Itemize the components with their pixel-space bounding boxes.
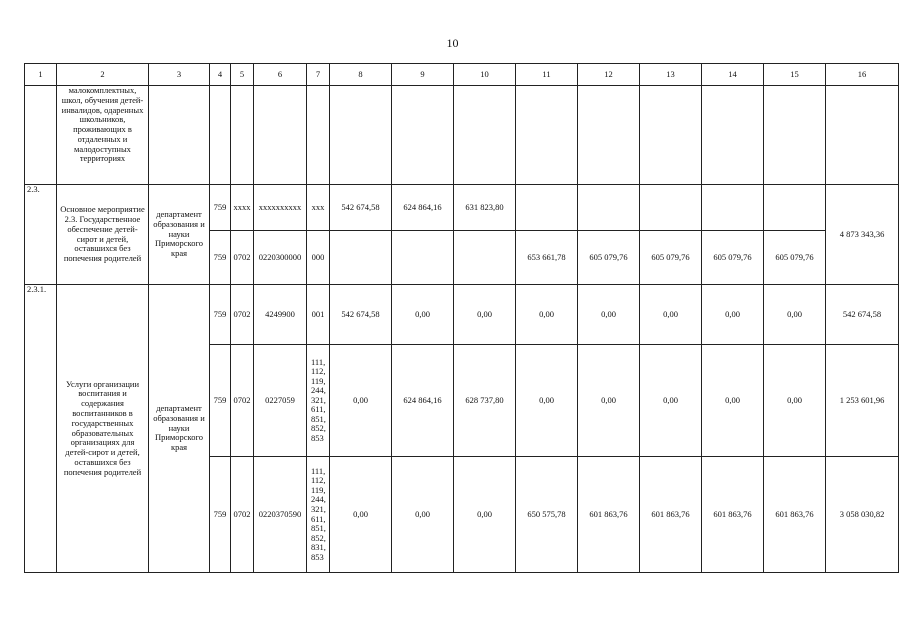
cell: 601 863,76 — [640, 457, 702, 573]
cell: xxx — [307, 185, 330, 231]
cell: xxxx — [231, 185, 254, 231]
cell: 0,00 — [702, 285, 764, 345]
header-cell: 6 — [254, 64, 307, 86]
cell: 0,00 — [392, 457, 454, 573]
cell: 628 737,80 — [454, 345, 516, 457]
cell: 759 — [210, 457, 231, 573]
cell: 0220300000 — [254, 231, 307, 285]
cell: xxxxxxxxxx — [254, 185, 307, 231]
total-cell: 3 058 030,82 — [826, 457, 899, 573]
cell: 0702 — [231, 231, 254, 285]
cell: 759 — [210, 285, 231, 345]
total-cell: 542 674,58 — [826, 285, 899, 345]
cell — [702, 185, 764, 231]
cell: 0702 — [231, 345, 254, 457]
header-cell: 16 — [826, 64, 899, 86]
executor: департамент образования и науки Приморского края — [149, 185, 210, 285]
cell: 624 864,16 — [392, 345, 454, 457]
cell: 624 864,16 — [392, 185, 454, 231]
measure-name: Основное мероприятие 2.3. Государственное обеспечение детей-сирот и детей, оставшихся без попечения родителей — [57, 185, 149, 285]
cell — [640, 185, 702, 231]
budget-table — [24, 63, 899, 573]
header-cell: 12 — [578, 64, 640, 86]
header-cell: 15 — [764, 64, 826, 86]
header-cell: 7 — [307, 64, 330, 86]
total-cell: 4 873 343,36 — [826, 185, 899, 285]
row-number: 2.3. — [25, 185, 57, 285]
row-number: 2.3.1. — [25, 285, 57, 573]
cell: 653 661,78 — [516, 231, 578, 285]
cell: 0227059 — [254, 345, 307, 457]
cell: 0220370590 — [254, 457, 307, 573]
header-cell: 9 — [392, 64, 454, 86]
cell: 542 674,58 — [330, 185, 392, 231]
cell — [392, 231, 454, 285]
header-cell: 5 — [231, 64, 254, 86]
cell: 0,00 — [330, 345, 392, 457]
cell: 605 079,76 — [640, 231, 702, 285]
header-cell: 13 — [640, 64, 702, 86]
cell: 000 — [307, 231, 330, 285]
cell: 605 079,76 — [764, 231, 826, 285]
header-cell: 10 — [454, 64, 516, 86]
table-row — [25, 285, 899, 345]
cell: 631 823,80 — [454, 185, 516, 231]
page-number: 10 — [446, 36, 459, 50]
executor: департамент образования и науки Приморского края — [149, 285, 210, 573]
cell: 0,00 — [640, 345, 702, 457]
cell — [578, 185, 640, 231]
cell: 0,00 — [454, 285, 516, 345]
cell — [330, 231, 392, 285]
measure-name: малокомплектных, школ, обучения детей-инвалидов, одаренных школьников, проживающих в отдаленных и малодоступных территориях — [57, 86, 149, 185]
kvr-codes: 111, 112, 119, 244, 321, 611, 851, 852, 831, 853 — [307, 457, 330, 573]
cell — [516, 185, 578, 231]
header-row — [25, 64, 899, 86]
cell: 601 863,76 — [702, 457, 764, 573]
kvr-codes: 111, 112, 119, 244, 321, 611, 851, 852, 853 — [307, 345, 330, 457]
cell: 0,00 — [578, 285, 640, 345]
cell: 759 — [210, 185, 231, 231]
cell: 0,00 — [454, 457, 516, 573]
cell — [454, 231, 516, 285]
cell: 0702 — [231, 457, 254, 573]
cell: 650 575,78 — [516, 457, 578, 573]
cell: 0,00 — [702, 345, 764, 457]
measure-name: Услуги организации воспитания и содержания воспитанников в государственных образовательных организациях для детей-сирот и детей, оставшихся без попечения родителей — [57, 285, 149, 573]
cell: 605 079,76 — [578, 231, 640, 285]
cell: 605 079,76 — [702, 231, 764, 285]
header-cell: 4 — [210, 64, 231, 86]
header-cell: 1 — [25, 64, 57, 86]
cell: 0,00 — [516, 285, 578, 345]
cell: 0,00 — [640, 285, 702, 345]
cell — [764, 185, 826, 231]
cell: 0,00 — [764, 345, 826, 457]
cell: 0,00 — [764, 285, 826, 345]
header-cell: 14 — [702, 64, 764, 86]
total-cell: 1 253 601,96 — [826, 345, 899, 457]
header-cell: 8 — [330, 64, 392, 86]
header-cell: 11 — [516, 64, 578, 86]
cell: 601 863,76 — [578, 457, 640, 573]
cell: 759 — [210, 345, 231, 457]
cell: 0,00 — [516, 345, 578, 457]
cell: 0702 — [231, 285, 254, 345]
cell: 0,00 — [330, 457, 392, 573]
cell: 759 — [210, 231, 231, 285]
cell: 601 863,76 — [764, 457, 826, 573]
cell: 0,00 — [392, 285, 454, 345]
table-row — [25, 185, 899, 231]
cell: 542 674,58 — [330, 285, 392, 345]
header-cell: 2 — [57, 64, 149, 86]
cell: 001 — [307, 285, 330, 345]
header-cell: 3 — [149, 64, 210, 86]
cell: 4249900 — [254, 285, 307, 345]
cell: 0,00 — [578, 345, 640, 457]
continuation-row — [25, 86, 899, 185]
